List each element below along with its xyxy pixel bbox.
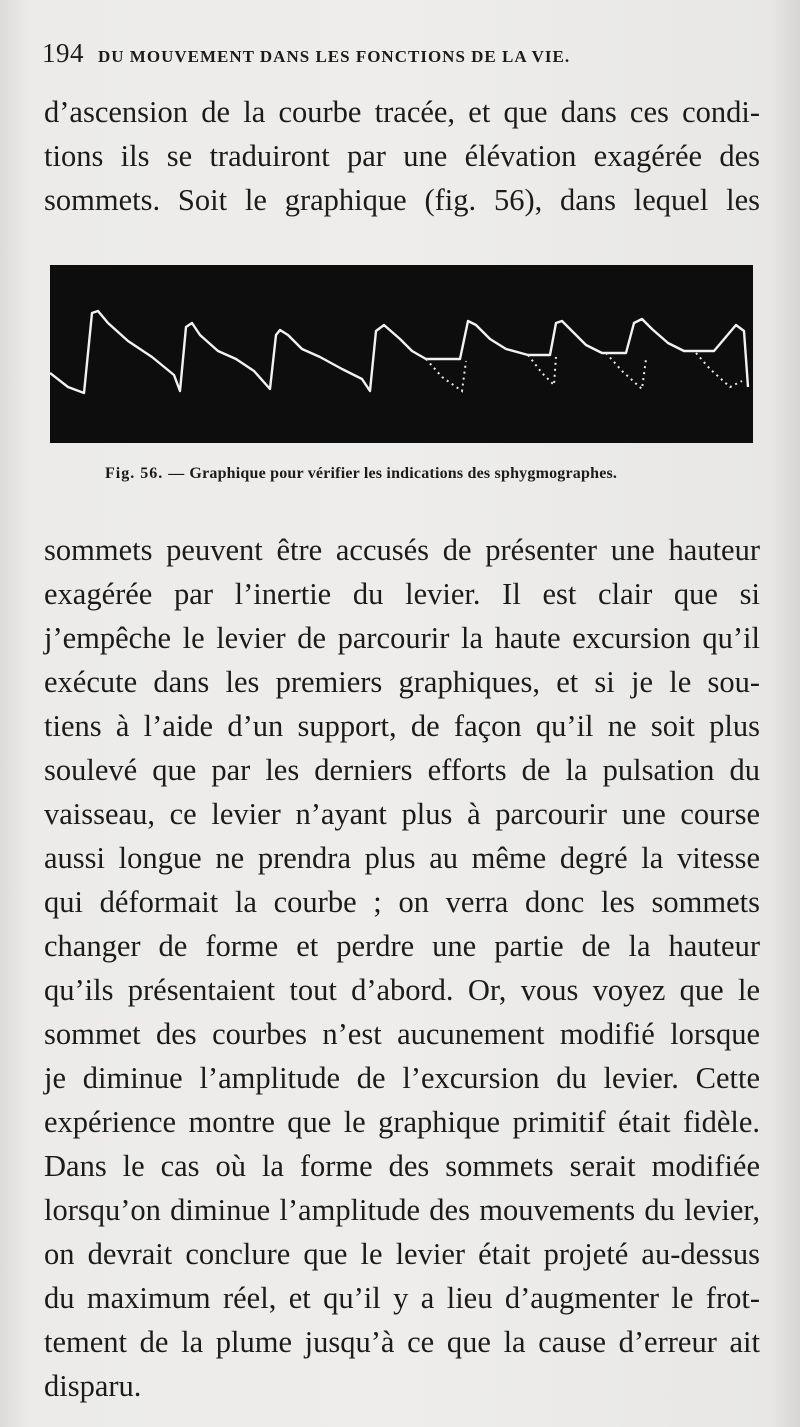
pulse-trace-dotted	[606, 353, 646, 389]
text-line: vaisseau, ce levier n’ayant plus à parcourir une course	[44, 797, 760, 831]
text-line: je diminue l’amplitude de l’excursion du levier. Cette	[44, 1061, 760, 1095]
text-line: lorsqu’on diminue l’amplitude des mouvements du levier,	[44, 1193, 760, 1227]
text-line: expérience montre que le graphique primitif était fidèle.	[44, 1105, 760, 1139]
text-line: sommet des courbes n’est aucunement modifié lorsque	[44, 1017, 760, 1051]
text-line: tiens à l’aide d’un support, de façon qu’il ne soit plus	[44, 709, 760, 743]
figure-caption-label: Fig. 56. —	[105, 465, 186, 482]
text-line: d’ascension de la courbe tracée, et que dans ces condi-	[44, 95, 760, 129]
text-line: exécute dans les premiers graphiques, et si je le sou-	[44, 665, 760, 699]
text-line: qu’ils présentaient tout d’abord. Or, vous voyez que le	[44, 973, 760, 1007]
text-line: du maximum réel, et qu’il y a lieu d’augmenter le frot-	[44, 1281, 760, 1315]
text-line: qui déformait la courbe ; on verra donc les sommets	[44, 885, 760, 919]
figure-caption	[105, 465, 725, 483]
text-line: on devrait conclure que le levier était projeté au-dessus	[44, 1237, 760, 1271]
sphygmograph-trace	[50, 265, 753, 443]
text-line: sommets peuvent être accusés de présenter une hauteur	[44, 533, 760, 567]
text-line: exagérée par l’inertie du levier. Il est clair que si	[44, 577, 760, 611]
text-line: sommets. Soit le graphique (fig. 56), dans lequel les	[44, 183, 760, 217]
text-line: tement de la plume jusqu’à ce que la cause d’erreur ait	[44, 1325, 760, 1359]
text-line: soulevé que par les derniers efforts de la pulsation du	[44, 753, 760, 787]
paragraph-top	[44, 90, 760, 222]
text-line: j’empêche le levier de parcourir la haute excursion qu’il	[44, 621, 760, 655]
text-line: aussi longue ne prendra plus au même degré la vitesse	[44, 841, 760, 875]
sphygmograph-figure	[50, 265, 753, 443]
paragraph-bottom	[44, 528, 760, 1408]
figure-caption-text: Graphique pour vérifier les indications des sphygmographes.	[189, 465, 618, 482]
pulse-trace-dotted	[696, 353, 742, 387]
pulse-trace-dotted	[426, 359, 466, 391]
text-line: tions ils se traduiront par une élévation exagérée des	[44, 139, 760, 173]
text-line: disparu.	[44, 1369, 142, 1403]
pulse-trace-solid	[50, 311, 748, 393]
pulse-trace-dotted	[528, 355, 556, 385]
page-number: 194	[42, 38, 84, 68]
running-head-title: DU MOUVEMENT DANS LES FONCTIONS DE LA VIE.	[98, 47, 571, 66]
text-line: changer de forme et perdre une partie de la hauteur	[44, 929, 760, 963]
running-head	[42, 38, 762, 69]
text-line: Dans le cas où la forme des sommets serait modifiée	[44, 1149, 760, 1183]
